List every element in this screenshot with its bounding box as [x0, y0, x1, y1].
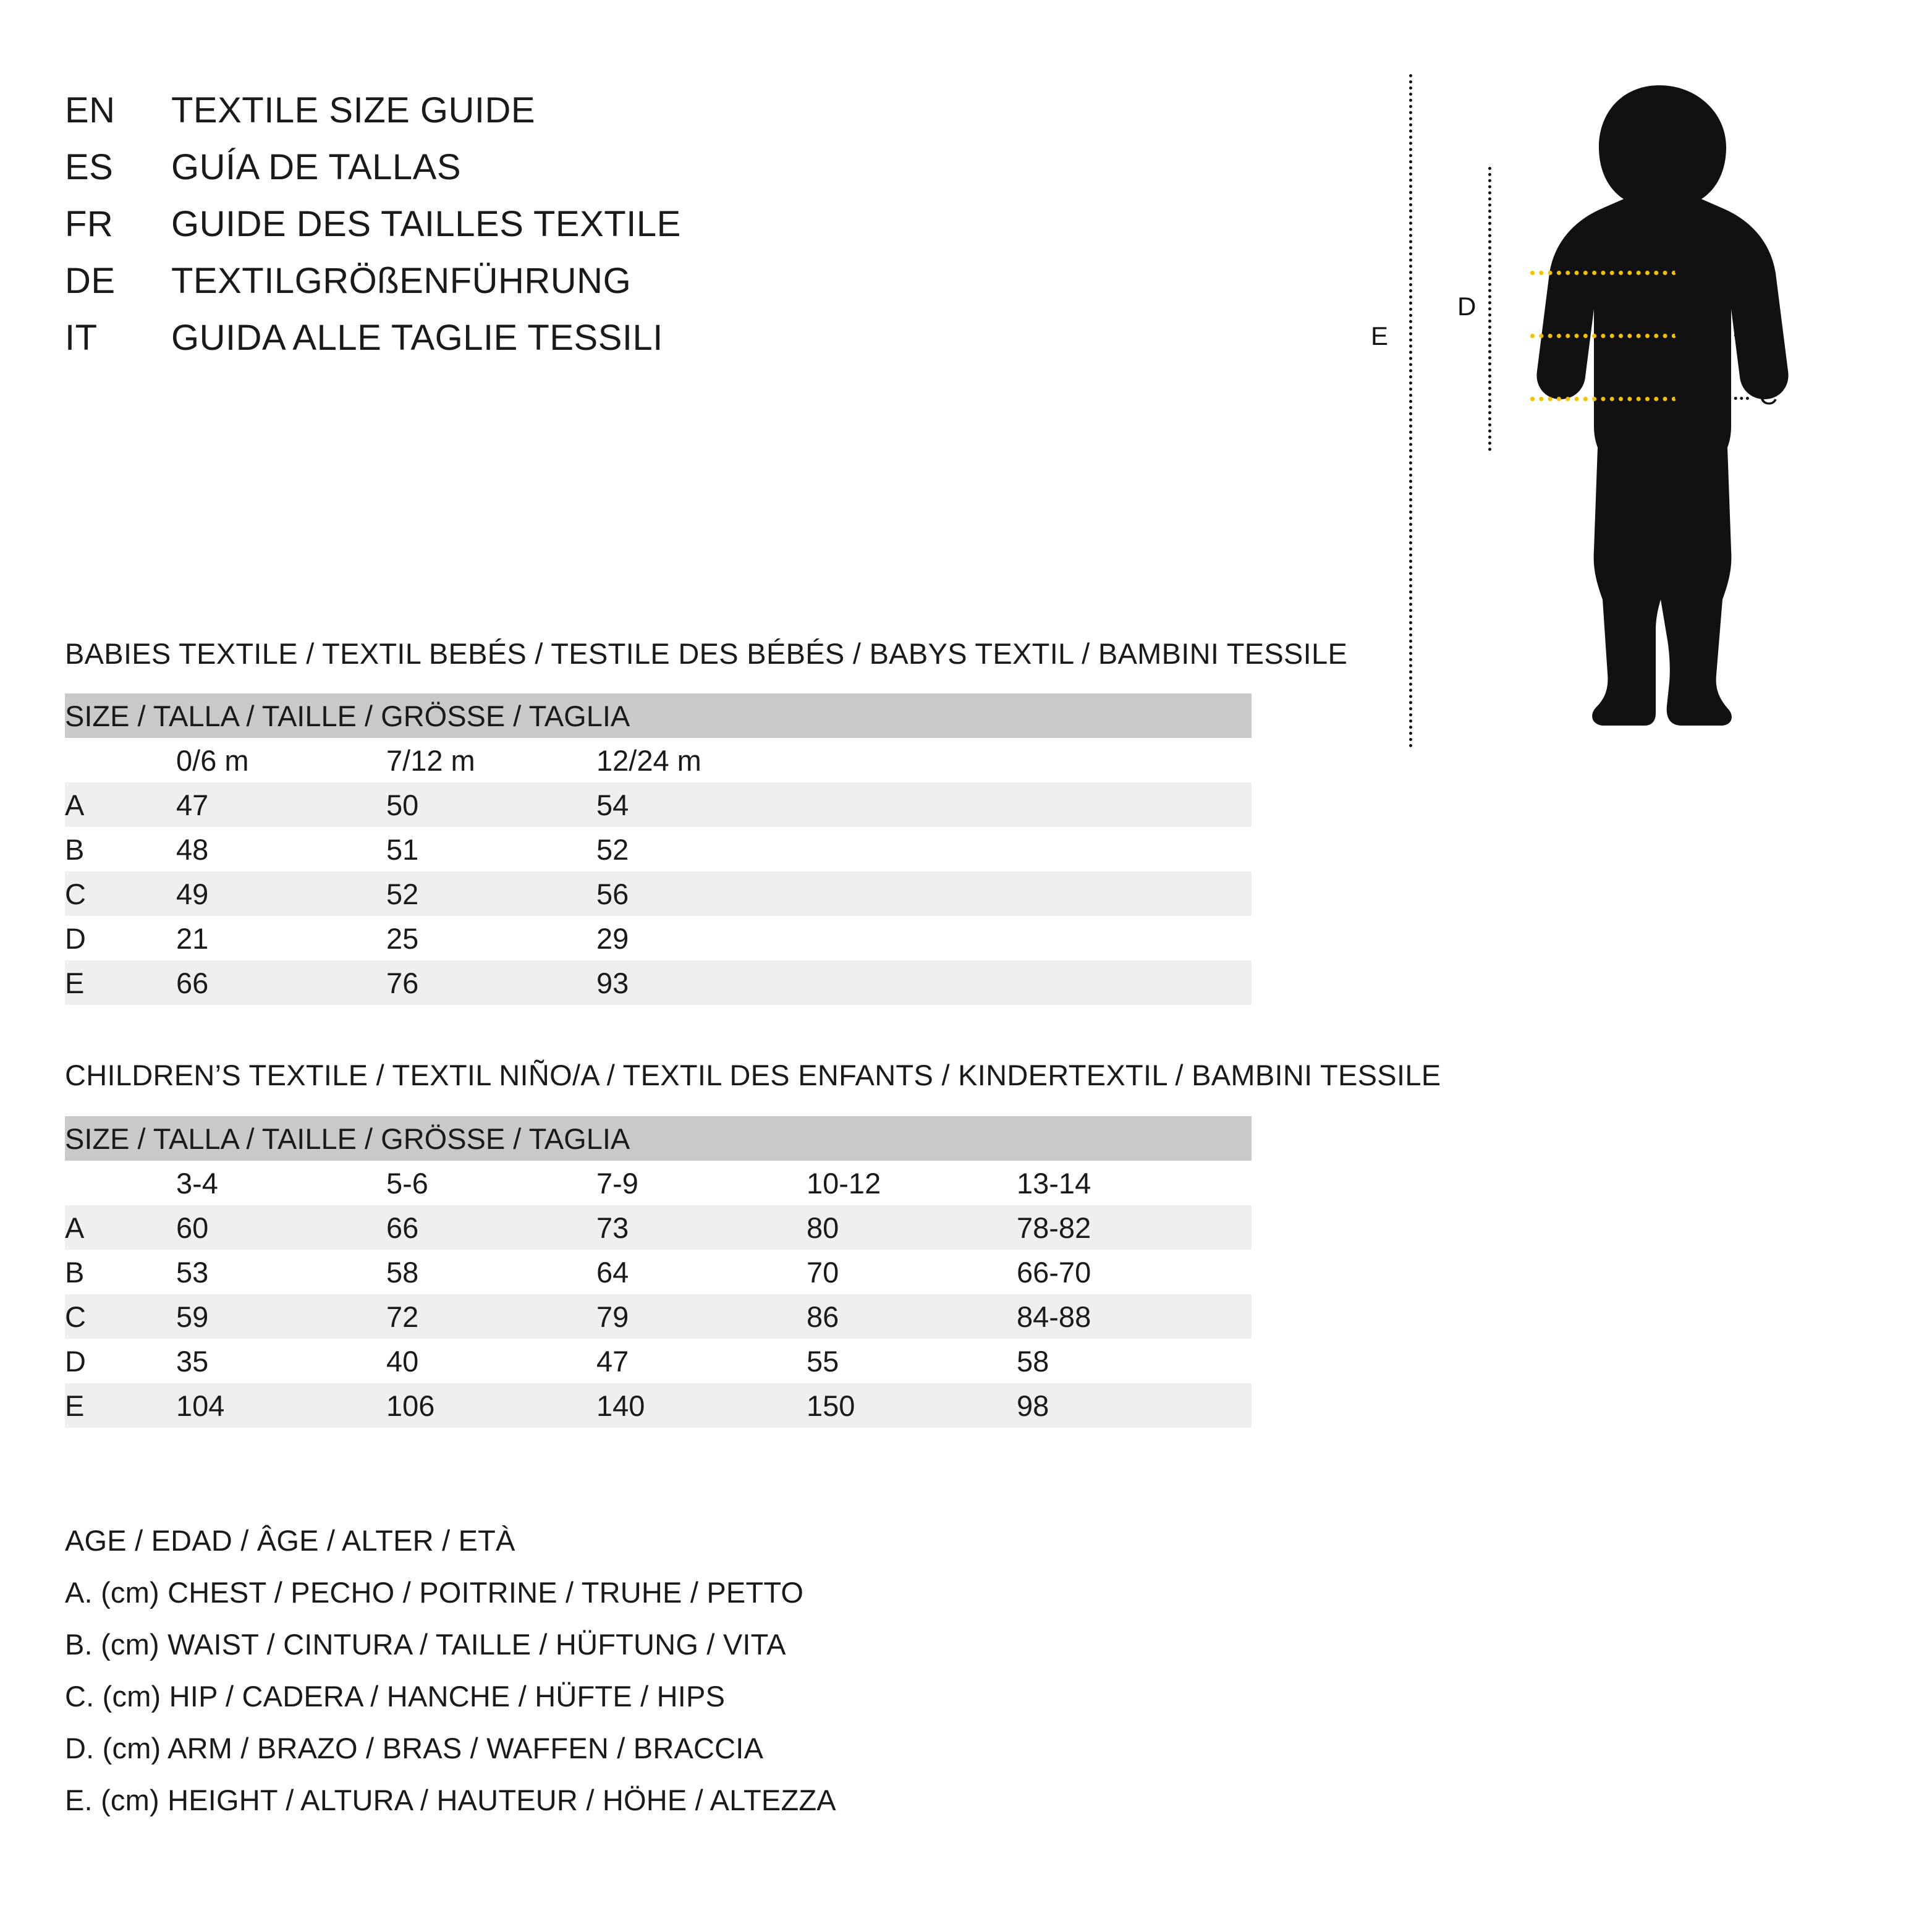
- table-row: [65, 1383, 1252, 1428]
- row-key: D: [65, 916, 176, 960]
- language-row: [65, 90, 1054, 146]
- babies-table-band-row: [65, 693, 1252, 738]
- row-value: 50: [386, 782, 596, 827]
- language-code: DE: [65, 261, 116, 301]
- row-value: 66: [386, 1205, 596, 1250]
- legend-line: A. (cm) CHEST / PECHO / POITRINE / TRUHE / PETTO: [65, 1576, 804, 1609]
- language-row: [65, 317, 1054, 374]
- legend-line: D. (cm) ARM / BRAZO / BRAS / WAFFEN / BRACCIA: [65, 1732, 764, 1765]
- row-value: 106: [386, 1383, 596, 1428]
- row-value: 51: [386, 827, 596, 871]
- children-size-table: [65, 1116, 1252, 1428]
- row-value: 35: [176, 1339, 386, 1383]
- children-table-band-row: [65, 1116, 1252, 1161]
- babies-section-title: BABIES TEXTILE / TEXTIL BEBÉS / TESTILE DES BÉBÉS / BABYS TEXTIL / BAMBINI TESSILE: [65, 637, 1348, 670]
- row-value: 66: [176, 960, 386, 1005]
- row-key: E: [65, 960, 176, 1005]
- empty-corner-cell: [65, 1161, 176, 1205]
- waist-leader-line: [1675, 334, 1749, 337]
- row-value: 150: [807, 1383, 1017, 1428]
- language-row: [65, 260, 1054, 317]
- row-value: 86: [807, 1294, 1017, 1339]
- row-key: E: [65, 1383, 176, 1428]
- row-value: 60: [176, 1205, 386, 1250]
- row-key: B: [65, 1250, 176, 1294]
- row-value: 48: [176, 827, 386, 871]
- row-value: 21: [176, 916, 386, 960]
- arm-dimension-line-d: [1488, 167, 1491, 451]
- language-code: EN: [65, 90, 116, 130]
- measurement-figure: [1371, 74, 1879, 766]
- figure-label-e: E: [1371, 321, 1389, 350]
- row-value: 64: [596, 1250, 807, 1294]
- children-col-header: 10-12: [807, 1161, 1017, 1205]
- language-text: TEXTILE SIZE GUIDE: [171, 90, 536, 130]
- language-text: TEXTILGRÖßENFÜHRUNG: [171, 261, 632, 301]
- table-row: [65, 1205, 1252, 1250]
- waist-measure-line: [1530, 334, 1676, 338]
- row-value: 93: [596, 960, 1252, 1005]
- row-value: 29: [596, 916, 1252, 960]
- row-value: 73: [596, 1205, 807, 1250]
- figure-label-d: D: [1457, 292, 1477, 321]
- language-text: GUÍA DE TALLAS: [171, 147, 462, 187]
- legend-line: C. (cm) HIP / CADERA / HANCHE / HÜFTE / HIPS: [65, 1680, 726, 1713]
- figure-label-a: A: [1759, 255, 1777, 284]
- figure-label-b: B: [1759, 318, 1777, 347]
- row-value: 80: [807, 1205, 1017, 1250]
- table-row: [65, 871, 1252, 916]
- language-code: ES: [65, 147, 114, 187]
- language-header-block: [65, 90, 1054, 374]
- row-key: C: [65, 871, 176, 916]
- babies-col-header: 12/24 m: [596, 738, 1252, 782]
- row-value: 79: [596, 1294, 807, 1339]
- table-row: [65, 782, 1252, 827]
- legend-line: E. (cm) HEIGHT / ALTURA / HAUTEUR / HÖHE / ALTEZZA: [65, 1784, 836, 1816]
- figure-label-c: C: [1759, 381, 1778, 410]
- chest-leader-line: [1675, 271, 1749, 274]
- row-value: 84-88: [1017, 1294, 1252, 1339]
- row-value: 66-70: [1017, 1250, 1252, 1294]
- children-col-header: 13-14: [1017, 1161, 1252, 1205]
- language-text: GUIDE DES TAILLES TEXTILE: [171, 204, 681, 244]
- children-col-header: 3-4: [176, 1161, 386, 1205]
- chest-measure-line: [1530, 271, 1676, 275]
- row-value: 70: [807, 1250, 1017, 1294]
- language-code: FR: [65, 204, 114, 244]
- hip-leader-line: [1675, 397, 1749, 400]
- table-row: [65, 827, 1252, 871]
- table-row: [65, 960, 1252, 1005]
- row-value: 140: [596, 1383, 807, 1428]
- row-key: A: [65, 1205, 176, 1250]
- babies-col-header: 7/12 m: [386, 738, 596, 782]
- row-key: C: [65, 1294, 176, 1339]
- row-key: A: [65, 782, 176, 827]
- language-code: IT: [65, 318, 98, 358]
- row-value: 40: [386, 1339, 596, 1383]
- height-dimension-line-e: [1409, 74, 1412, 748]
- row-value: 78-82: [1017, 1205, 1252, 1250]
- children-table-band-label: SIZE / TALLA / TAILLE / GRÖSSE / TAGLIA: [65, 1116, 1252, 1161]
- row-key: B: [65, 827, 176, 871]
- row-value: 76: [386, 960, 596, 1005]
- legend-line: AGE / EDAD / ÂGE / ALTER / ETÀ: [65, 1524, 515, 1557]
- row-value: 55: [807, 1339, 1017, 1383]
- row-value: 58: [1017, 1339, 1252, 1383]
- row-value: 72: [386, 1294, 596, 1339]
- row-value: 104: [176, 1383, 386, 1428]
- empty-corner-cell: [65, 738, 176, 782]
- children-section-title: CHILDREN’S TEXTILE / TEXTIL NIÑO/A / TEXTIL DES ENFANTS / KINDERTEXTIL / BAMBINI TESSILE: [65, 1059, 1441, 1091]
- row-key: D: [65, 1339, 176, 1383]
- table-row: [65, 916, 1252, 960]
- row-value: 47: [596, 1339, 807, 1383]
- babies-col-header: 0/6 m: [176, 738, 386, 782]
- row-value: 54: [596, 782, 1252, 827]
- hip-measure-line: [1530, 397, 1676, 401]
- row-value: 47: [176, 782, 386, 827]
- row-value: 52: [596, 827, 1252, 871]
- row-value: 98: [1017, 1383, 1252, 1428]
- babies-size-table: [65, 693, 1252, 1005]
- row-value: 52: [386, 871, 596, 916]
- legend-line: B. (cm) WAIST / CINTURA / TAILLE / HÜFTUNG / VITA: [65, 1628, 786, 1661]
- row-value: 49: [176, 871, 386, 916]
- row-value: 25: [386, 916, 596, 960]
- table-row: [65, 1250, 1252, 1294]
- children-col-header: 5-6: [386, 1161, 596, 1205]
- table-row: [65, 1339, 1252, 1383]
- children-table-column-header-row: [65, 1161, 1252, 1205]
- child-silhouette-icon: [1530, 80, 1789, 754]
- row-value: 59: [176, 1294, 386, 1339]
- language-row: [65, 203, 1054, 260]
- measurement-legend: [65, 1523, 836, 1835]
- row-value: 58: [386, 1250, 596, 1294]
- babies-table-column-header-row: [65, 738, 1252, 782]
- language-text: GUIDA ALLE TAGLIE TESSILI: [171, 318, 663, 358]
- table-row: [65, 1294, 1252, 1339]
- children-col-header: 7-9: [596, 1161, 807, 1205]
- babies-table-band-label: SIZE / TALLA / TAILLE / GRÖSSE / TAGLIA: [65, 693, 1252, 738]
- language-row: [65, 146, 1054, 203]
- row-value: 56: [596, 871, 1252, 916]
- row-value: 53: [176, 1250, 386, 1294]
